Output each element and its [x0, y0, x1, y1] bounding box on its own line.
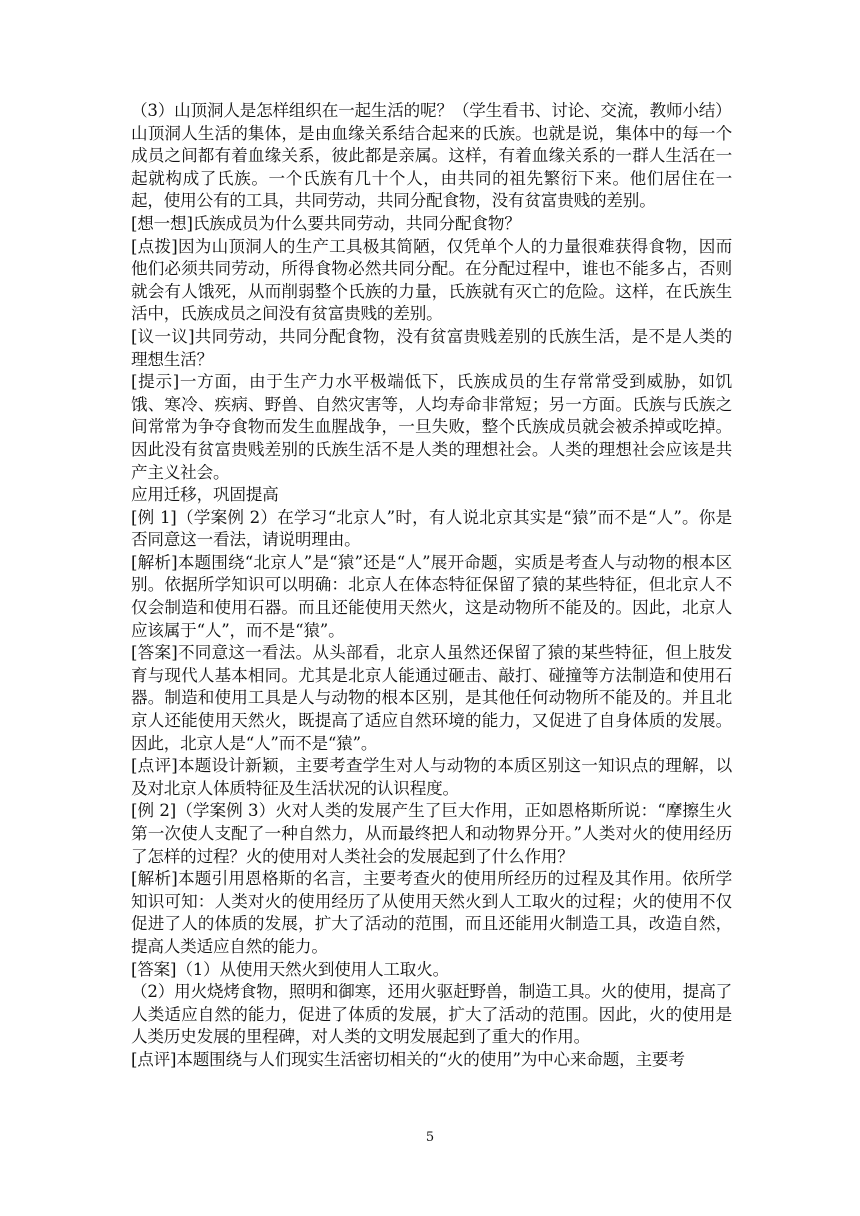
question-3-heading: （3）山顶洞人是怎样组织在一起生活的呢？（学生看书、讨论、交流，教师小结） — [131, 101, 732, 120]
page-number: 5 — [425, 1130, 435, 1145]
example-1-comment: [点评]本题设计新颖，主要考查学生对人与动物的本质区别这一知识点的理解，以及对北京人体质特征及生活状况的认识程度。 — [131, 756, 732, 798]
example-1-answer: [答案]不同意这一看法。从头部看，北京人虽然还保留了猿的某些特征，但上肢发育与现代人基本相同。尤其是北京人能通过砸击、敲打、碰撞等方法制造和使用石器。制造和使用工具是人与动物的根本区别，是其他任何动物所不能及的。并且北京人还能使用天然火，既提高了适应自然环境的能力，又促进了自身体质的发展。因此，北京人是“人”而不是“猿”。 — [131, 643, 732, 753]
example-1-question: [例 1]（学案例 2）在学习“北京人”时，有人说北京其实是“猿”而不是“人”。你是否同意这一看法，请说明理由。 — [131, 507, 732, 550]
example-1-analysis: [解析]本题围绕“北京人”是“猿”还是“人”展开命题，实质是考查人与动物的根本区别。依据所学知识可以明确：北京人在体态特征保留了猿的某些特征，但北京人不仅会制造和使用石器。而且还能使用天然火，这是动物所不能及的。因此，北京人应该属于“人”，而不是“猿”。 — [131, 552, 732, 640]
discuss-prompt: [议一议]共同劳动，共同分配食物，没有贫富贵贱差别的氏族生活，是不是人类的理想生活？ — [131, 326, 732, 369]
example-2-question: [例 2]（学案例 3）火对人类的发展产生了巨大作用，正如恩格斯所说：“摩擦生火第一次使人支配了一种自然力，从而最终把人和动物界分开。”人类对火的使用经历了怎样的过程？火的使用对人类社会的发展起到了什么作用？ — [131, 801, 732, 866]
guidance-paragraph: [点拨]因为山顶洞人的生产工具极其简陋，仅凭单个人的力量很难获得食物，因而他们必须共同劳动，所得食物必然共同分配。在分配过程中，谁也不能多占，否则就会有人饿死，从而削弱整个氏族的力量，氏族就有灭亡的危险。这样，在氏族生活中，氏族成员之间没有贫富贵贱的差别。 — [131, 236, 732, 324]
clan-explanation-paragraph: 山顶洞人生活的集体，是由血缘关系结合起来的氏族。也就是说，集体中的每一个成员之间都有着血缘关系，彼此都是亲属。这样，有着血缘关系的一群人生活在一起就构成了氏族。一个氏族有几十个人，由共同的祖先繁衍下来。他们居住在一起，使用公有的工具，共同劳动，共同分配食物，没有贫富贵贱的差别。 — [131, 123, 732, 211]
example-2-answer-part-2: （2）用火烧烤食物，照明和御寒，还用火驱赶野兽，制造工具。火的使用，提高了人类适应自然的能力，促进了体质的发展，扩大了活动的范围。因此，火的使用是人类历史发展的里程碑，对人类的文明发展起到了重大的作用。 — [131, 982, 732, 1047]
page-body — [131, 100, 732, 1072]
example-2-answer-part-1: [答案]（1）从使用天然火到使用人工取火。 — [131, 959, 449, 979]
section-heading: 应用迁移，巩固提高 — [131, 485, 279, 505]
think-prompt: [想一想]氏族成员为什么要共同劳动，共同分配食物？ — [131, 213, 521, 233]
hint-paragraph: [提示]一方面，由于生产力水平极端低下，氏族成员的生存常常受到威胁，如饥饿、寒冷、疾病、野兽、自然灾害等，人均寿命非常短；另一方面。氏族与氏族之间常常为争夺食物而发生血腥战争，一旦失败，整个氏族成员就会被杀掉或吃掉。因此没有贫富贵贱差别的氏族生活不是人类的理想社会。人类的理想社会应该是共产主义社会。 — [131, 372, 732, 482]
example-2-comment: [点评]本题围绕与人们现实生活密切相关的“火的使用”为中心来命题，主要考 — [131, 1049, 685, 1069]
example-2-analysis: [解析]本题引用恩格斯的名言，主要考查火的使用所经历的过程及其作用。依所学知识可知：人类对火的使用经历了从使用天然火到人工取火的过程；火的使用不仅促进了人的体质的发展，扩大了活动的范围，而且还能用火制造工具，改造自然，提高人类适应自然的能力。 — [131, 869, 732, 956]
